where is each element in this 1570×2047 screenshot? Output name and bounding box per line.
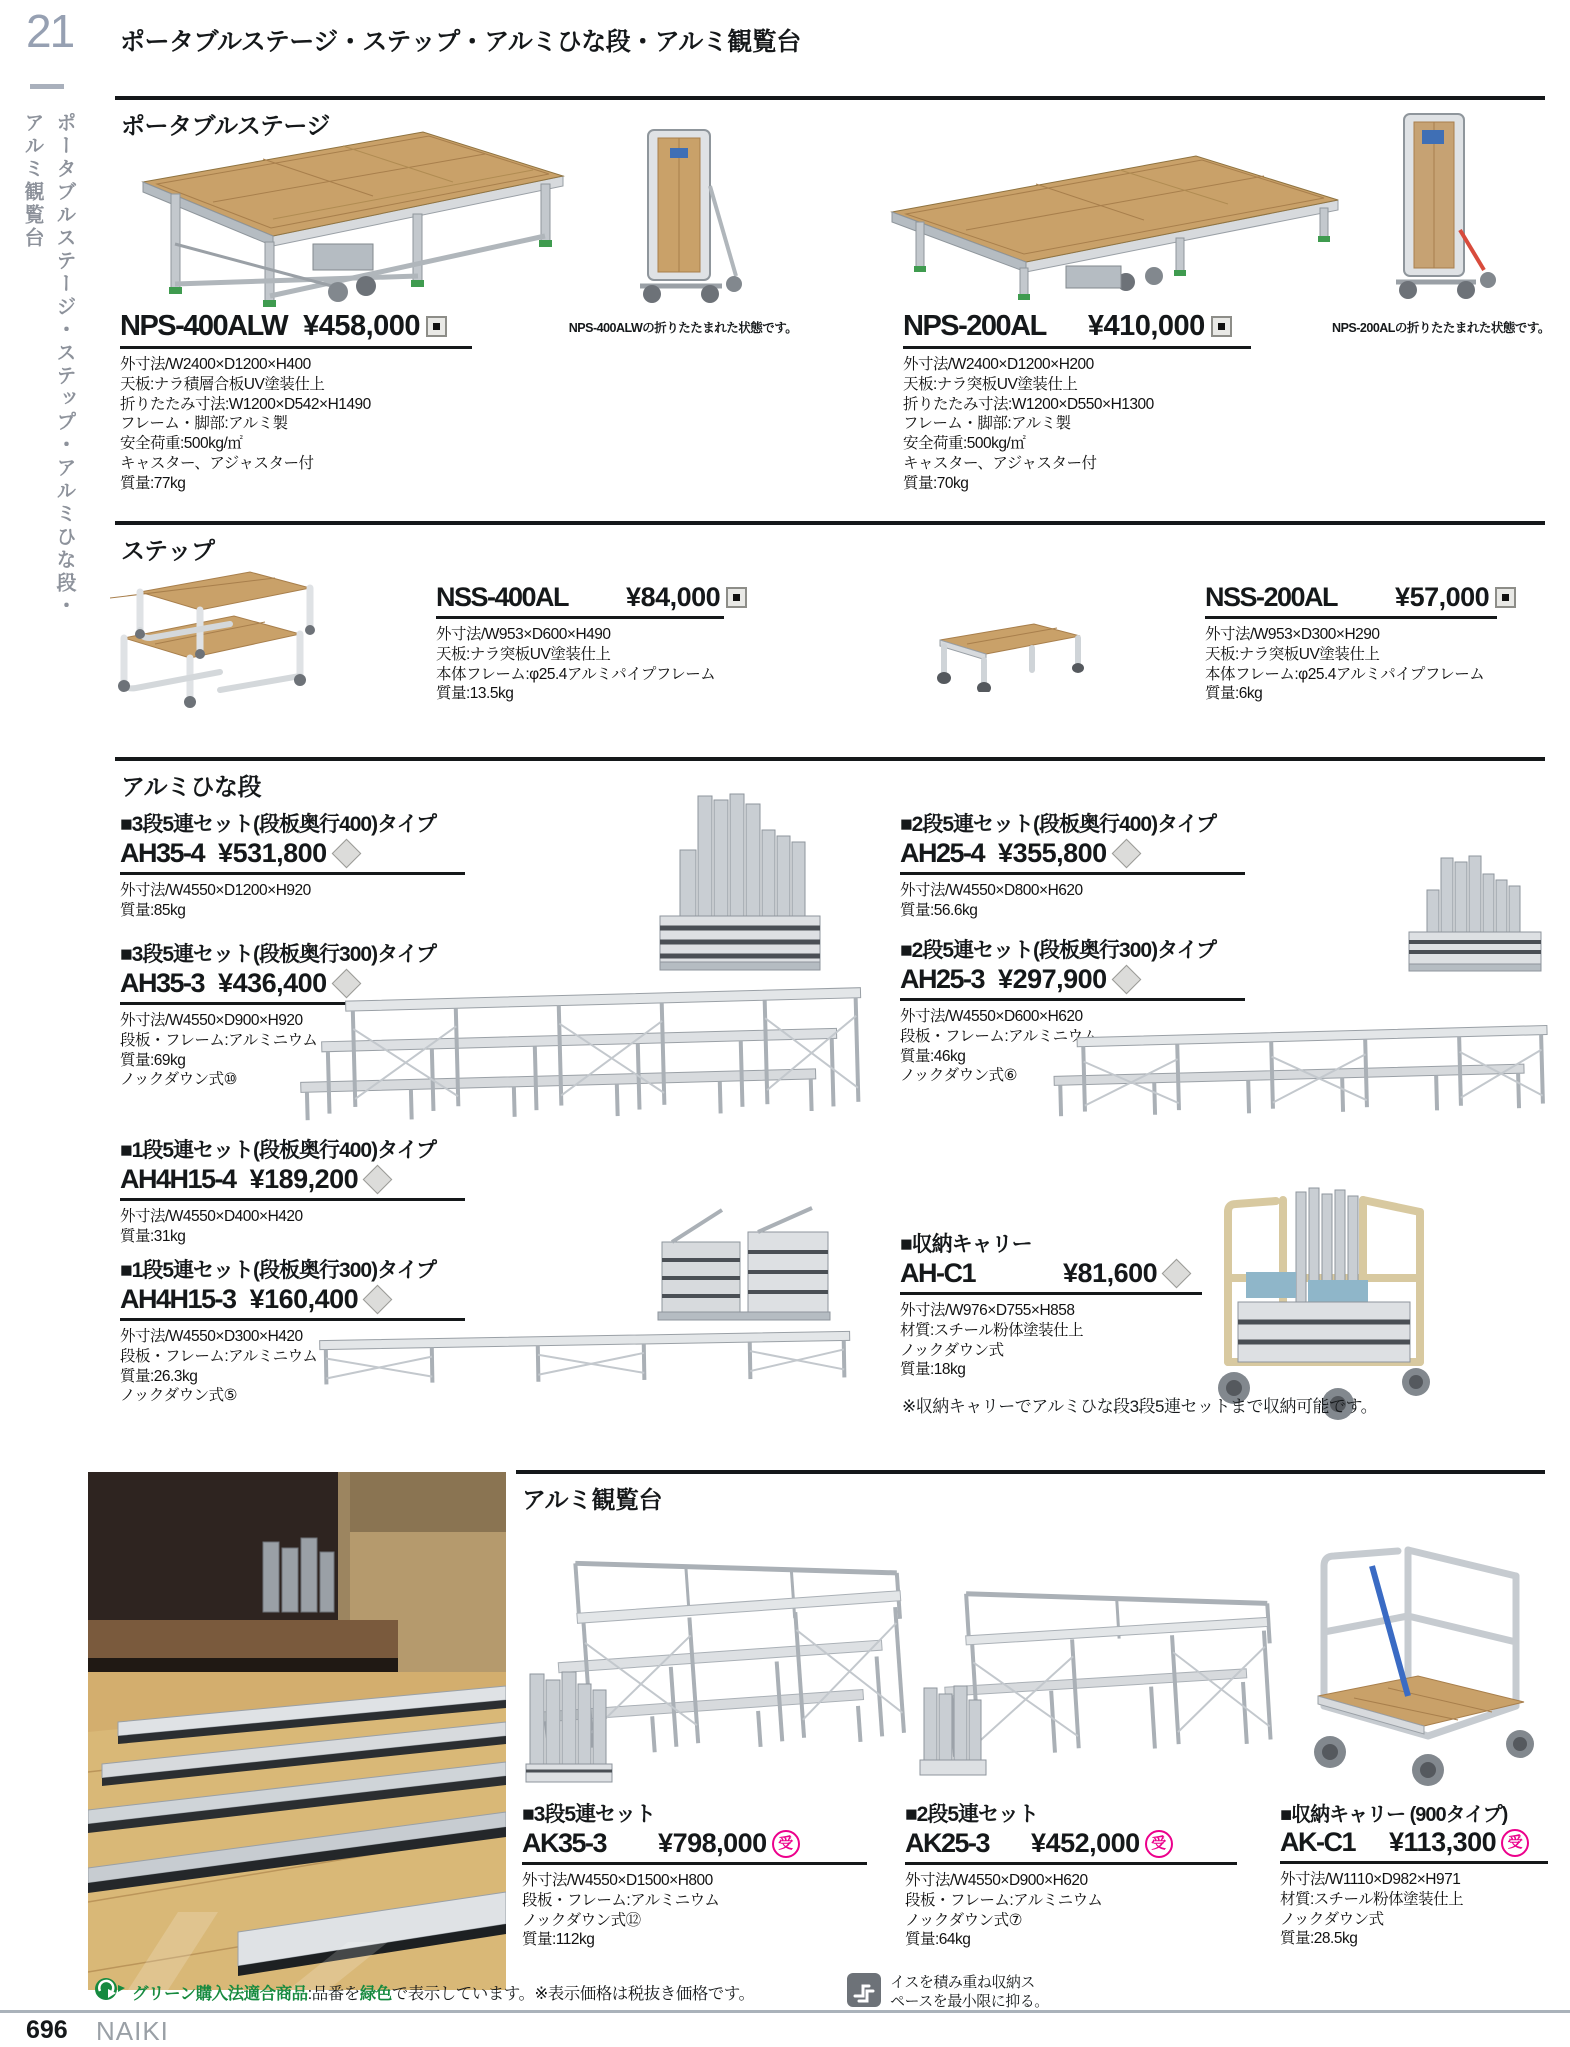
hinadan-knockdown-stack-photo: [640, 790, 840, 980]
spec-line: 外寸法/W4550×D1200×H920: [120, 882, 311, 899]
product-price: ¥355,800: [998, 838, 1107, 868]
product-specs: [436, 625, 724, 704]
product-price: ¥189,200: [249, 1164, 359, 1194]
order-made-mark: 受: [1145, 1830, 1173, 1858]
spec-line: 材質:スチール粉体塗装仕上: [900, 1321, 1084, 1339]
product-specs: [905, 1871, 1237, 1950]
spec-line: 安全荷重:500kg/㎡: [903, 435, 1026, 453]
product-type-label: ■3段5連セット(段板奥行400)タイプ: [120, 813, 437, 836]
product-type-label: ■1段5連セット(段板奥行400)タイプ: [120, 1139, 437, 1162]
product-name: NSS-400AL: [436, 582, 569, 612]
product-name-row: [120, 1284, 465, 1321]
spec-line: 質量:85kg: [120, 901, 186, 919]
product-specs: [900, 881, 1245, 921]
spec-line: 質量:28.5kg: [1280, 1930, 1358, 1948]
product-ak-c1: [1280, 1798, 1548, 1949]
spec-line: ノックダウン式⑥: [900, 1067, 1018, 1085]
diamond-mark: [1111, 839, 1141, 869]
sidebar-vertical-index: [16, 112, 80, 1092]
product-ak35-3: [522, 1798, 867, 1950]
product-type-label: ■3段5連セット: [522, 1803, 656, 1826]
section-title-kanran: アルミ観覧台: [522, 1487, 663, 1514]
spec-line: 外寸法/W1110×D982×H971: [1280, 1871, 1461, 1888]
product-name: AH25-4: [900, 838, 985, 868]
product-name: AK-C1: [1280, 1827, 1356, 1857]
chair-note-line1: イスを積み重ね収納ス: [890, 1974, 1035, 1991]
product-name-row: [900, 838, 1245, 875]
spec-line: 天板:ナラ積層合板UV塗装仕上: [120, 375, 325, 393]
section-divider: [115, 757, 1545, 761]
order-square-mark: [426, 316, 447, 337]
spec-line: 外寸法/W4550×D900×H920: [120, 1012, 303, 1029]
green-text-a: :品番を: [307, 1985, 360, 2003]
hinadan-2tier-photo: [1048, 1022, 1553, 1124]
product-name: AH25-3: [900, 964, 985, 994]
product-specs: [522, 1871, 867, 1950]
spec-line: 質量:31kg: [120, 1227, 186, 1245]
product-type-label: ■収納キャリー: [900, 1233, 1032, 1256]
carry-capacity-note: ※収納キャリーでアルミひな段3段5連セットまで収納可能です。: [902, 1397, 1378, 1416]
spec-line: 段板・フレーム:アルミニウム: [905, 1891, 1103, 1909]
product-name-row: [900, 1258, 1202, 1295]
stage-nps400alw-photo: [113, 124, 568, 314]
product-specs: [120, 881, 465, 921]
spec-line: 段板・フレーム:アルミニウム: [120, 1031, 318, 1049]
spec-line: フレーム・脚部:アルミ製: [120, 415, 288, 433]
product-price: ¥81,600: [1063, 1258, 1158, 1288]
product-name-row: [905, 1828, 1237, 1865]
product-name-row: [436, 582, 724, 619]
step-nss400al-photo: [110, 554, 325, 709]
hinadan-knockdown-stack-photo-2: [1395, 852, 1555, 977]
product-nss-200al: [1205, 582, 1497, 704]
chair-stacking-icon: [846, 1972, 882, 2008]
product-name: AH-C1: [900, 1258, 976, 1288]
product-name-row: [1280, 1827, 1548, 1864]
product-name: AH4H15-4: [120, 1164, 236, 1194]
spec-line: 外寸法/W4550×D300×H420: [120, 1328, 303, 1345]
product-price: ¥297,900: [998, 964, 1107, 994]
product-type-label: ■2段5連セット: [905, 1803, 1039, 1826]
spec-line: ノックダウン式: [1280, 1910, 1384, 1928]
spec-line: 質量:64kg: [905, 1931, 971, 1949]
spec-line: 外寸法/W4550×D800×H620: [900, 882, 1083, 899]
section-divider: [115, 96, 1545, 100]
product-name-row: [522, 1828, 867, 1865]
footer-page-number: 696: [26, 2016, 68, 2044]
order-made-mark: 受: [772, 1830, 800, 1858]
kanran-2tier-photo: [916, 1560, 1276, 1790]
kanran-3tier-photo: [522, 1524, 907, 1792]
green-purchase-note: [132, 1980, 754, 2004]
spec-line: 質量:26.3kg: [120, 1367, 198, 1385]
product-specs: [903, 355, 1251, 494]
stage-nps400alw-folded-photo: [618, 126, 748, 308]
product-ah4h15-4: [120, 1134, 465, 1247]
spec-line: ノックダウン式⑤: [120, 1387, 238, 1405]
spec-line: 段板・フレーム:アルミニウム: [120, 1347, 318, 1365]
product-price: ¥436,400: [218, 968, 327, 998]
product-nps-400alw: [120, 310, 472, 494]
diamond-mark: [1111, 965, 1141, 995]
spec-line: フレーム・脚部:アルミ製: [903, 415, 1071, 433]
chair-stacking-note: [890, 1974, 1049, 2012]
spec-line: ノックダウン式⑫: [522, 1911, 641, 1929]
product-name: AH4H15-3: [120, 1284, 236, 1314]
product-name-row: [120, 1164, 465, 1201]
spec-line: 外寸法/W976×D755×H858: [900, 1302, 1075, 1319]
stage-nps200al-photo: [876, 134, 1344, 314]
product-price: ¥84,000: [626, 582, 721, 612]
section-divider: [516, 1470, 1545, 1474]
product-specs: [120, 1207, 465, 1247]
spec-line: ノックダウン式⑩: [120, 1071, 238, 1089]
green-text-b: で表示しています。: [391, 1985, 535, 2003]
diamond-mark: [363, 1165, 393, 1195]
price-tax-note: ※表示価格は税抜き価格です。: [534, 1985, 755, 2003]
carry-cart-ahc1-photo: [1188, 1182, 1438, 1420]
product-name-row: [903, 310, 1251, 349]
spec-line: 外寸法/W953×D600×H490: [436, 626, 611, 643]
spec-line: 材質:スチール粉体塗装仕上: [1280, 1890, 1464, 1908]
spec-line: 質量:46kg: [900, 1047, 966, 1065]
order-square-mark: [726, 587, 747, 608]
product-ah35-4: [120, 808, 465, 921]
product-ak25-3: [905, 1798, 1237, 1950]
order-square-mark: [1495, 587, 1516, 608]
product-name: NSS-200AL: [1205, 582, 1338, 612]
product-name-row: [900, 964, 1245, 1001]
green-word: 緑色: [359, 1985, 392, 2003]
product-name-row: [120, 838, 465, 875]
product-specs: [1205, 625, 1497, 704]
sidebar-line-1: ポータブルステージ・ステップ・アルミひな段・: [53, 112, 75, 618]
footer-divider: [0, 2010, 1570, 2013]
folded-caption-1: NPS-400ALWの折りたたまれた状態です。: [568, 321, 798, 335]
diamond-mark: [363, 1285, 393, 1315]
spec-line: 折りたたみ寸法:W1200×D542×H1490: [120, 395, 371, 413]
spec-line: 安全荷重:500kg/㎡: [120, 435, 243, 453]
spec-line: 外寸法/W4550×D1500×H800: [522, 1872, 713, 1889]
green-purchase-law-icon: [94, 1977, 126, 2001]
product-name: AH35-4: [120, 838, 205, 868]
product-name: AH35-3: [120, 968, 205, 998]
product-name: NPS-200AL: [903, 310, 1046, 342]
product-ah25-4: [900, 808, 1245, 921]
spec-line: 質量:6kg: [1205, 685, 1263, 703]
product-type-label: ■収納キャリー (900タイプ): [1280, 1804, 1508, 1826]
product-type-label: ■1段5連セット(段板奥行300)タイプ: [120, 1259, 437, 1282]
spec-line: 外寸法/W953×D300×H290: [1205, 626, 1380, 643]
spec-line: キャスター、アジャスター付: [903, 455, 1097, 473]
hinadan-1tier-photo: [312, 1328, 857, 1392]
product-ah-c1: [900, 1228, 1202, 1380]
spec-line: 段板・フレーム:アルミニウム: [900, 1027, 1098, 1045]
product-specs: [900, 1301, 1202, 1380]
spec-line: 質量:112kg: [522, 1931, 595, 1949]
gymnasium-photo: [88, 1472, 506, 1990]
product-specs: [120, 355, 472, 494]
product-price: ¥160,400: [249, 1284, 359, 1314]
spec-line: 天板:ナラ突板UV塗装仕上: [436, 645, 611, 663]
spec-line: 本体フレーム:φ25.4アルミパイプフレーム: [1205, 665, 1485, 683]
product-name: AK35-3: [522, 1828, 607, 1858]
spec-line: 外寸法/W2400×D1200×H400: [120, 356, 311, 373]
product-type-label: ■2段5連セット(段板奥行400)タイプ: [900, 813, 1217, 836]
spec-line: 外寸法/W2400×D1200×H200: [903, 356, 1094, 373]
spec-line: 外寸法/W4550×D600×H620: [900, 1008, 1083, 1025]
section-divider: [115, 521, 1545, 525]
section-title-step: ステップ: [121, 538, 215, 565]
product-type-label: ■3段5連セット(段板奥行300)タイプ: [120, 943, 437, 966]
spec-line: ノックダウン式⑦: [905, 1911, 1023, 1929]
spec-line: 質量:13.5kg: [436, 685, 514, 703]
page-number-dash: [30, 84, 64, 89]
spec-line: 質量:70kg: [903, 474, 969, 492]
product-price: ¥458,000: [303, 310, 421, 342]
spec-line: 質量:56.6kg: [900, 901, 978, 919]
product-type-label: ■2段5連セット(段板奥行300)タイプ: [900, 939, 1217, 962]
spec-line: 本体フレーム:φ25.4アルミパイプフレーム: [436, 665, 716, 683]
product-price: ¥531,800: [218, 838, 327, 868]
green-label: グリーン購入法適合商品: [132, 1985, 308, 2003]
product-price: ¥113,300: [1389, 1827, 1497, 1857]
product-price: ¥57,000: [1395, 582, 1490, 612]
spec-line: 折りたたみ寸法:W1200×D550×H1300: [903, 395, 1154, 413]
product-specs: [1280, 1870, 1548, 1949]
hinadan-1tier-folded-photo: [652, 1202, 837, 1332]
product-name-row: [1205, 582, 1497, 619]
spec-line: キャスター、アジャスター付: [120, 455, 314, 473]
product-name-row: [120, 310, 472, 349]
spec-line: 天板:ナラ突板UV塗装仕上: [903, 375, 1078, 393]
section-title-hinadan: アルミひな段: [121, 774, 262, 801]
page-number: 21: [26, 5, 74, 57]
product-nss-400al: [436, 582, 724, 704]
order-made-mark: 受: [1501, 1829, 1529, 1857]
order-square-mark: [1211, 316, 1232, 337]
spec-line: 外寸法/W4550×D400×H420: [120, 1208, 303, 1225]
product-price: ¥410,000: [1087, 310, 1205, 342]
product-nps-200al: [903, 310, 1251, 494]
stage-nps200al-folded-photo: [1372, 110, 1502, 304]
spec-line: 質量:69kg: [120, 1051, 186, 1069]
hinadan-3tier-photo: [292, 983, 872, 1125]
brand-logo: NAIKI: [96, 2016, 169, 2046]
product-name: NPS-400ALW: [120, 310, 288, 342]
sidebar-line-2: アルミ観覧台: [21, 112, 43, 250]
spec-line: 外寸法/W4550×D900×H620: [905, 1872, 1088, 1889]
spec-line: 段板・フレーム:アルミニウム: [522, 1891, 720, 1909]
spec-line: 天板:ナラ突板UV塗装仕上: [1205, 645, 1380, 663]
product-name: AK25-3: [905, 1828, 990, 1858]
page-title: ポータブルステージ・ステップ・アルミひな段・アルミ観覧台: [120, 28, 801, 56]
chair-note-line2: ペースを最小限に抑る。: [890, 1992, 1049, 2010]
spec-line: 質量:77kg: [120, 474, 186, 492]
spec-line: ノックダウン式: [900, 1341, 1004, 1359]
diamond-mark: [331, 839, 361, 869]
step-nss200al-photo: [922, 610, 1087, 692]
product-price: ¥798,000: [658, 1828, 767, 1858]
product-price: ¥452,000: [1031, 1828, 1140, 1858]
folded-caption-2: NPS-200ALの折りたたまれた状態です。: [1332, 321, 1550, 335]
section-title-stage: ポータブルステージ: [121, 113, 330, 140]
carry-cart-akc1-photo: [1288, 1536, 1548, 1788]
spec-line: 質量:18kg: [900, 1361, 966, 1379]
